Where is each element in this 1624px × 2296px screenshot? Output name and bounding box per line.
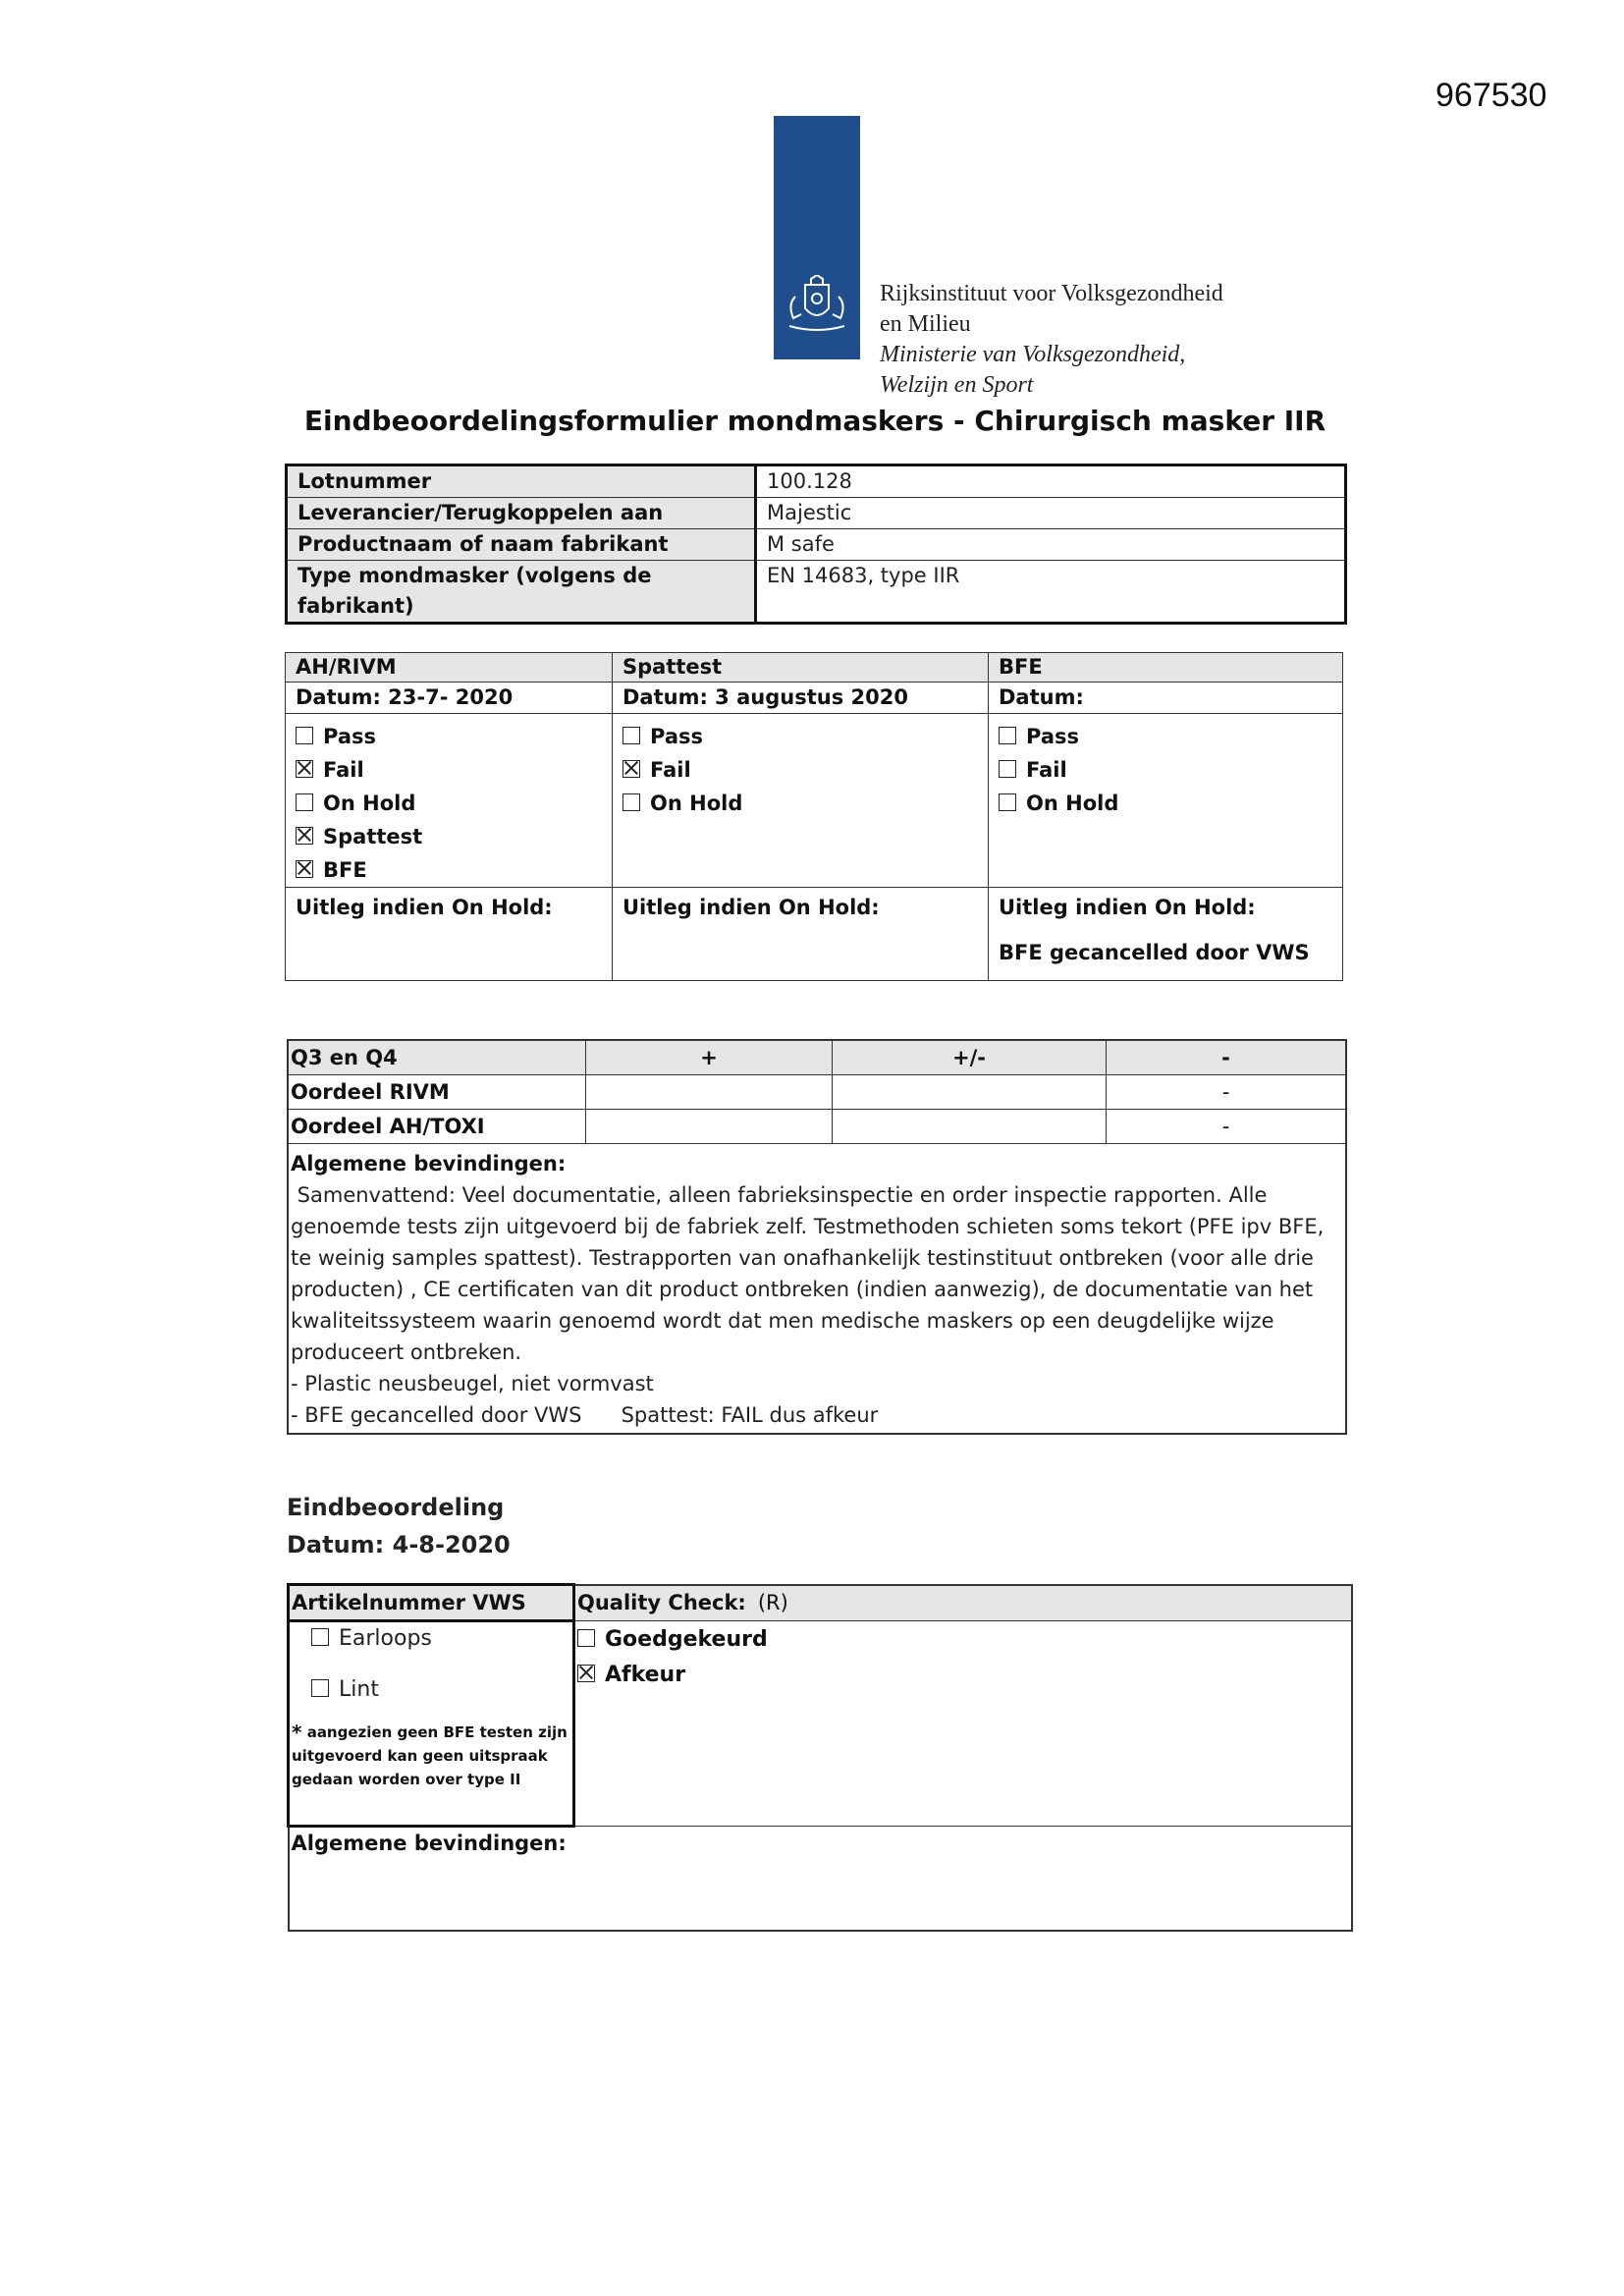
- checkbox-checked-icon[interactable]: [296, 760, 313, 778]
- product-label: Productnaam of naam fabrikant: [287, 529, 756, 561]
- checkbox-unchecked-icon[interactable]: [577, 1629, 595, 1647]
- final-findings-cell: Algemene bevindingen:: [289, 1827, 1353, 1932]
- judgement-row-ah-toxi: [288, 1110, 1346, 1144]
- checkbox-unchecked-icon[interactable]: [311, 1679, 329, 1697]
- article-options-cell: [289, 1621, 574, 1827]
- option-label: On Hold: [1026, 792, 1119, 815]
- option-label: Pass: [323, 725, 376, 748]
- article-number-header: Artikelnummer VWS: [289, 1585, 574, 1621]
- findings-line: - Plastic neusbeugel, niet vormvast: [291, 1372, 654, 1395]
- assessment-options-row: [286, 714, 1343, 888]
- checkbox-option[interactable]: [296, 820, 602, 853]
- assessment-date: Datum: 3 augustus 2020: [613, 683, 989, 714]
- option-label: Fail: [323, 758, 364, 782]
- quality-check-hint: (R): [757, 1590, 788, 1614]
- final-assessment-title: Eindbeoordeling: [287, 1494, 505, 1521]
- judgement-cell: -: [1107, 1075, 1347, 1110]
- general-findings-label: Algemene bevindingen:: [291, 1152, 567, 1175]
- checkbox-checked-icon[interactable]: [296, 827, 313, 845]
- product-value: M safe: [756, 529, 1346, 561]
- checkbox-unchecked-icon[interactable]: [311, 1628, 329, 1646]
- judgement-header-minus: -: [1107, 1040, 1347, 1075]
- final-assessment-date: Datum: 4-8-2020: [287, 1531, 511, 1558]
- judgement-header-plus: +: [586, 1040, 833, 1075]
- option-label: Spattest: [323, 825, 423, 848]
- final-assessment-heading: [287, 1489, 511, 1563]
- final-assessment-table: [287, 1583, 1353, 1932]
- checkbox-option[interactable]: [577, 1621, 1349, 1657]
- quality-check-options-cell: [574, 1621, 1353, 1827]
- product-value: 100.128: [756, 465, 1346, 498]
- assessment-table: [285, 652, 1343, 981]
- checkbox-unchecked-icon[interactable]: [296, 793, 313, 811]
- assessment-date-row: [286, 683, 1343, 714]
- judgement-cell: [833, 1110, 1107, 1144]
- product-info-table: [285, 464, 1347, 625]
- judgement-row-label: Oordeel AH/TOXI: [288, 1110, 586, 1144]
- option-label: Fail: [1026, 758, 1067, 782]
- judgement-header-row: [288, 1040, 1346, 1075]
- product-row-leverancier: [287, 498, 1346, 529]
- assessment-header-ah-rivm: AH/RIVM: [286, 653, 613, 683]
- coat-of-arms-icon: [778, 275, 856, 336]
- option-label: Lint: [339, 1677, 379, 1702]
- checkbox-checked-icon[interactable]: [577, 1665, 595, 1682]
- checkbox-option[interactable]: [999, 787, 1332, 820]
- findings-line: produceert ontbreken.: [291, 1340, 522, 1364]
- checkbox-option[interactable]: [296, 753, 602, 787]
- checkbox-unchecked-icon[interactable]: [999, 727, 1016, 744]
- product-value: Majestic: [756, 498, 1346, 529]
- judgement-table: [287, 1039, 1347, 1435]
- ministry-line-2: Welzijn en Sport: [880, 372, 1034, 398]
- final-findings-row: [289, 1827, 1353, 1932]
- form-title: Eindbeoordelingsformulier mondmaskers - Chirurgisch masker IIR: [303, 405, 1326, 437]
- type-note: [292, 1721, 570, 1791]
- checkbox-option[interactable]: [577, 1657, 1349, 1692]
- checkbox-option[interactable]: [296, 853, 602, 887]
- findings-line: - BFE gecancelled door VWS Spattest: FAIL dus afkeur: [291, 1403, 879, 1427]
- document-number: 967530: [1435, 77, 1547, 114]
- option-label: Fail: [650, 758, 691, 782]
- checkbox-unchecked-icon[interactable]: [623, 727, 640, 744]
- product-row-lotnummer: [287, 465, 1346, 498]
- assessment-date: Datum: 23-7- 2020: [286, 683, 613, 714]
- assessment-options-bfe: [989, 714, 1343, 888]
- judgement-row-rivm: [288, 1075, 1346, 1110]
- general-findings-row: [288, 1144, 1346, 1435]
- option-label: Earloops: [339, 1626, 432, 1651]
- assessment-header-spattest: Spattest: [613, 653, 989, 683]
- option-label: Afkeur: [605, 1663, 686, 1687]
- judgement-cell: [833, 1075, 1107, 1110]
- judgement-row-label: Oordeel RIVM: [288, 1075, 586, 1110]
- option-label: Pass: [1026, 725, 1079, 748]
- hold-cell: [286, 888, 613, 981]
- checkbox-option[interactable]: [999, 753, 1332, 787]
- option-label: Pass: [650, 725, 703, 748]
- checkbox-unchecked-icon[interactable]: [999, 793, 1016, 811]
- findings-line: Samenvattend: Veel documentatie, alleen fabrieksinspectie en order inspectie rapporten. Alle: [291, 1183, 1268, 1207]
- ministry-line-1: Ministerie van Volksgezondheid,: [880, 342, 1186, 367]
- assessment-header-bfe: BFE: [989, 653, 1343, 683]
- note-asterisk: *: [292, 1721, 302, 1744]
- option-label: On Hold: [323, 792, 416, 815]
- option-label: Goedgekeurd: [605, 1627, 768, 1652]
- findings-line: genoemde tests zijn uitgevoerd bij de fabriek zelf. Testmethoden schieten soms tekort (PFE ipv BFE,: [291, 1215, 1325, 1238]
- assessment-options-ah-rivm: [286, 714, 613, 888]
- judgement-cell: [586, 1075, 833, 1110]
- hold-label: Uitleg indien On Hold:: [623, 896, 880, 919]
- note-text: aangezien geen BFE testen zijn uitgevoerd kan geen uitspraak gedaan worden over type II: [292, 1723, 568, 1788]
- judgement-cell: [586, 1110, 833, 1144]
- checkbox-unchecked-icon[interactable]: [623, 793, 640, 811]
- checkbox-option[interactable]: [623, 720, 978, 753]
- findings-line: producten) , CE certificaten van dit product ontbreken (indien aanwezig), de documentatie van het: [291, 1278, 1314, 1301]
- checkbox-option[interactable]: [623, 753, 978, 787]
- assessment-date: Datum:: [989, 683, 1343, 714]
- checkbox-checked-icon[interactable]: [296, 860, 313, 878]
- final-header-row: [289, 1585, 1353, 1621]
- product-row-type: [287, 561, 1346, 624]
- product-value: EN 14683, type IIR: [756, 561, 1346, 624]
- product-label: Leverancier/Terugkoppelen aan: [287, 498, 756, 529]
- checkbox-option[interactable]: [296, 720, 602, 753]
- assessment-hold-row: [286, 888, 1343, 981]
- findings-line: kwaliteitssysteem waarin genoemd wordt dat men medische maskers op een deugdelijke wijze: [291, 1309, 1274, 1333]
- product-row-productnaam: [287, 529, 1346, 561]
- final-body-row: [289, 1621, 1353, 1827]
- org-line-2: en Milieu: [880, 311, 971, 337]
- assessment-options-spattest: [613, 714, 989, 888]
- hold-text: BFE gecancelled door VWS: [999, 941, 1310, 964]
- checkbox-unchecked-icon[interactable]: [296, 727, 313, 744]
- checkbox-option[interactable]: [999, 720, 1332, 753]
- product-label: Type mondmasker (volgens de fabrikant): [287, 561, 756, 624]
- hold-cell: [613, 888, 989, 981]
- findings-line: te weinig samples spattest). Testrapporten van onafhankelijk testinstituut ontbreken (voor alle drie: [291, 1246, 1314, 1270]
- checkbox-option[interactable]: [292, 1622, 570, 1656]
- checkbox-unchecked-icon[interactable]: [999, 760, 1016, 778]
- hold-cell: [989, 888, 1343, 981]
- judgement-header-label: Q3 en Q4: [288, 1040, 586, 1075]
- checkbox-option[interactable]: [292, 1673, 570, 1707]
- product-label: Lotnummer: [287, 465, 756, 498]
- org-line-1: Rijksinstituut voor Volksgezondheid: [880, 281, 1223, 306]
- quality-check-label: Quality Check:: [577, 1590, 746, 1614]
- checkbox-option[interactable]: [623, 787, 978, 820]
- judgement-header-plusminus: +/-: [833, 1040, 1107, 1075]
- option-label: BFE: [323, 858, 367, 882]
- checkbox-option[interactable]: [296, 787, 602, 820]
- organisation-name: [880, 279, 1223, 401]
- quality-check-header: [574, 1585, 1353, 1621]
- general-findings-cell: [288, 1144, 1346, 1435]
- option-label: On Hold: [650, 792, 743, 815]
- hold-label: Uitleg indien On Hold:: [296, 896, 553, 919]
- hold-label: Uitleg indien On Hold:: [999, 896, 1256, 919]
- judgement-cell: -: [1107, 1110, 1347, 1144]
- checkbox-checked-icon[interactable]: [623, 760, 640, 778]
- assessment-header-row: [286, 653, 1343, 683]
